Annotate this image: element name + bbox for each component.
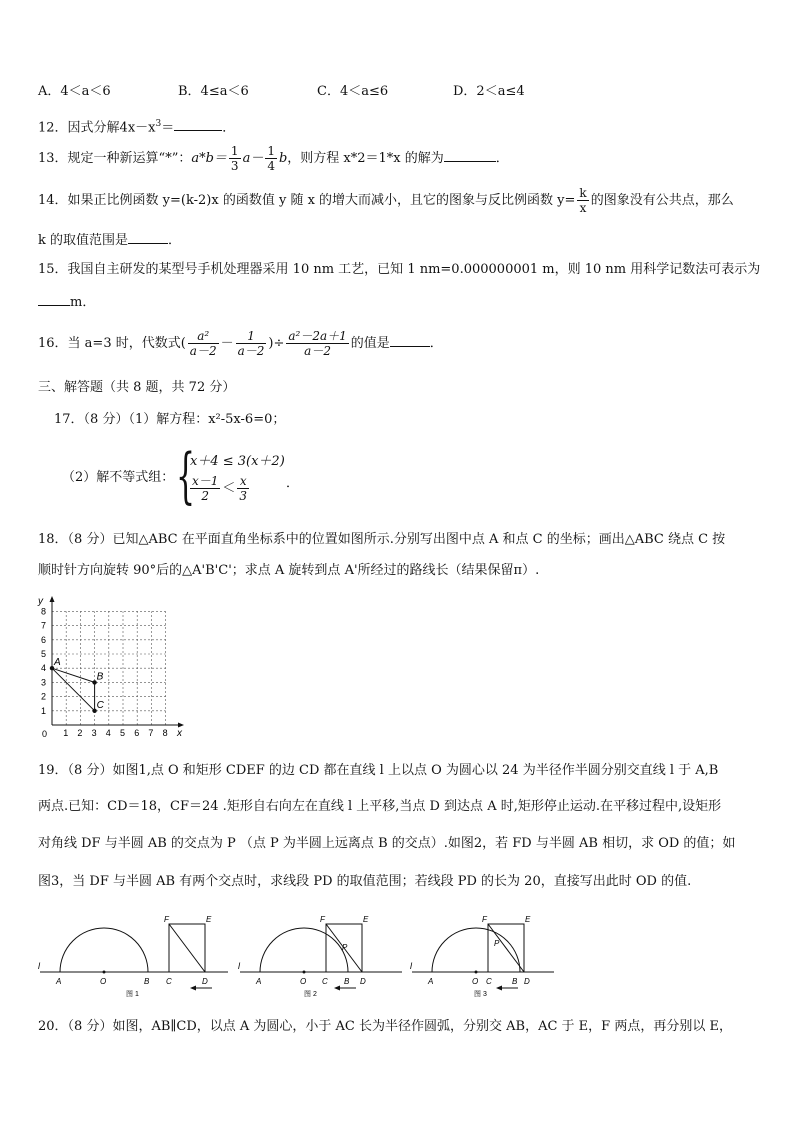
q17-ineq2-left	[190, 474, 220, 503]
q17-inequality-system	[176, 441, 296, 514]
q16-answer-blank[interactable]	[390, 334, 430, 347]
y-axis-arrow-icon	[50, 596, 55, 602]
y-tick-label: 6	[41, 634, 47, 645]
label-a: A	[256, 977, 262, 986]
point-o	[303, 971, 306, 974]
point-o	[103, 971, 106, 974]
q19-line-1: 19．（8 分）如图1,点 O 和矩形 CDEF 的边 CD 都在直线 l 上以点 O 为圆心以 24 为半径作半圆分别交直线 l 于 A,B	[38, 763, 719, 778]
q13-fraction-2	[265, 144, 277, 173]
figure-caption: 图 1	[126, 991, 139, 998]
y-tick-label: 1	[41, 705, 47, 716]
label-e: E	[363, 915, 369, 924]
q13	[38, 144, 509, 174]
label-c: C	[166, 977, 172, 986]
x-axis-label: x	[177, 728, 182, 739]
q12-exponent: 3	[155, 119, 162, 129]
q16-f1-den: a－2	[189, 344, 217, 358]
y-axis-label: y	[38, 596, 43, 607]
vertex-label-b: B	[96, 671, 104, 683]
brace-icon: {	[176, 441, 196, 511]
q17-ineq-1: x＋4 ≤ 3(x＋2)	[190, 454, 285, 469]
label-b: B	[512, 977, 518, 986]
label-l: l	[238, 961, 240, 971]
label-o: O	[472, 977, 479, 986]
q12	[38, 116, 235, 136]
q13-prefix: 13．规定一种新运算“*”：	[38, 151, 192, 166]
q16-minus: －	[220, 336, 234, 351]
q14-text-a: 14．如果正比例函数 y=(k-2)x 的函数值 y 随 x 的增大而减小，且它的图象与反比例函数 y=	[38, 193, 576, 208]
q17-ineq-2	[188, 474, 251, 503]
q16-f3-den: a－2	[304, 344, 331, 358]
label-d: D	[202, 977, 208, 986]
y-tick-label: 7	[41, 620, 47, 631]
q11-option-c: C．4＜a≤6	[317, 84, 389, 99]
q16-fraction-3	[286, 329, 348, 358]
q17-part-2: （2）解不等式组：	[62, 470, 175, 485]
q17-ineq2-right-num: x	[237, 474, 249, 489]
q16-fraction-2	[236, 329, 267, 358]
label-l: l	[410, 961, 412, 971]
q16-f2-den: a－2	[237, 344, 265, 358]
q13-f1-den: 3	[230, 159, 239, 173]
q12-text: 12．因式分解4x－x	[38, 120, 156, 136]
q19-line-3: 对角线 DF 与半圆 AB 的交点为 P （点 P 为半圆上远离点 B 的交点）.如图2，若 FD 与半圆 AB 相切，求 OD 的值；如	[38, 836, 736, 851]
q14-line-1	[38, 186, 734, 216]
q17-ineq2-right-den: 3	[239, 489, 248, 503]
label-o: O	[100, 977, 107, 986]
q20-line-1: 20．（8 分）如图，AB∥CD，以点 A 为圆心，小于 AC 长为半径作圆弧，分别交 AB，AC 于 E，F 两点，再分别以 E，	[38, 1019, 732, 1034]
q11-option-b: B．4≤a＜6	[178, 84, 249, 99]
q14-frac-num: k	[579, 186, 587, 200]
origin-label: 0	[42, 729, 48, 739]
q16-end: ．	[429, 336, 443, 351]
q17-ineq2-right	[237, 474, 249, 503]
label-c: C	[486, 977, 492, 986]
x-tick-label: 1	[63, 728, 69, 738]
q16-fraction-1	[188, 329, 219, 358]
q15-unit: m．	[70, 295, 96, 310]
figure-caption: 图 3	[474, 991, 487, 998]
q11-option-d: D．2＜a≤4	[453, 84, 525, 99]
figure-1	[36, 900, 232, 1004]
q16-div: )÷	[268, 336, 285, 351]
q16-f1-num: a²	[188, 329, 219, 344]
q13-f2-num: 1	[267, 144, 275, 158]
q11-option-a: A．4＜a＜6	[38, 84, 111, 99]
q17-ineq2-left-den: 2	[201, 489, 210, 503]
q13-f1-num: 1	[230, 144, 239, 158]
semicircle	[60, 928, 148, 972]
left-arrow-icon	[334, 986, 340, 991]
label-o: O	[300, 977, 307, 986]
q17-lt: ＜	[222, 481, 236, 496]
diagonal-df	[488, 924, 524, 972]
vertex-label-a: A	[54, 657, 61, 669]
section-heading: 三、解答题（共 8 题，共 72 分）	[38, 380, 236, 395]
y-tick-label: 5	[41, 649, 47, 659]
q18-line-2: 顺时针方向旋转 90°后的△A'B'C'；求点 A 旋转到点 A'所经过的路线长（结果保留π）.	[38, 563, 540, 578]
q12-equals: ＝	[161, 120, 175, 136]
q14-frac-den: x	[579, 201, 587, 215]
label-p: P	[342, 943, 348, 952]
q14-text-c: k 的取值范围是	[38, 233, 129, 248]
q15-line-2	[38, 293, 95, 311]
point-o	[475, 971, 478, 974]
q13-mid: a－	[242, 151, 264, 166]
q16-f2-num: 1	[236, 329, 267, 344]
label-e: E	[525, 915, 531, 924]
label-f: F	[320, 915, 325, 924]
label-f: F	[482, 915, 487, 924]
x-tick-label: 7	[148, 728, 154, 738]
q14-fraction	[577, 186, 588, 215]
q18-line-1: 18．（8 分）已知△ABC 在平面直角坐标系中的位置如图所示.分别写出图中点 A 和点 C 的坐标；画出△ABC 绕点 C 按	[38, 532, 726, 547]
coordinate-grid-figure	[30, 592, 190, 744]
figure-2	[236, 900, 406, 1004]
x-tick-labels	[63, 728, 167, 738]
x-tick-label: 4	[105, 728, 111, 738]
y-tick-label: 3	[41, 677, 47, 688]
figure-caption: 图 2	[304, 991, 317, 998]
triangle-abc	[52, 668, 95, 711]
x-tick-label: 2	[77, 728, 83, 738]
label-a: A	[56, 977, 62, 986]
q13-end: ．	[495, 151, 509, 166]
semicircle	[260, 928, 348, 972]
q17-end: ．	[286, 476, 300, 491]
q16-f3-num: a²－2a＋1	[288, 329, 347, 343]
x-tick-label: 8	[162, 728, 168, 738]
label-d: D	[360, 977, 366, 986]
y-tick-label: 4	[41, 663, 47, 674]
q14-end: ．	[168, 233, 182, 248]
semicircle	[432, 928, 520, 972]
x-axis-arrow-icon	[178, 723, 184, 728]
y-tick-label: 2	[41, 691, 47, 702]
y-tick-labels	[41, 606, 46, 715]
x-tick-label: 5	[120, 728, 126, 738]
label-p: P	[494, 939, 500, 948]
q16-prefix: 16．当 a=3 时，代数式(	[38, 336, 186, 351]
label-c: C	[322, 977, 328, 986]
q13-f2-den: 4	[267, 159, 275, 173]
x-tick-label: 3	[91, 728, 97, 738]
label-d: D	[524, 977, 530, 986]
left-arrow-icon	[190, 986, 196, 991]
x-tick-label: 6	[134, 728, 140, 738]
grid-lines	[52, 611, 166, 725]
q14-line-2	[38, 231, 181, 249]
q14-answer-blank[interactable]	[128, 231, 168, 244]
vertex-label-c: C	[96, 699, 104, 711]
label-a: A	[428, 977, 434, 986]
diagonal-df	[169, 924, 205, 972]
label-l: l	[38, 961, 40, 971]
q13-var: b	[278, 151, 288, 166]
q12-end: ．	[222, 120, 236, 136]
q12-answer-blank[interactable]	[174, 118, 222, 131]
q19-line-4: 图3，当 DF 与半圆 AB 有两个交点时，求线段 PD 的取值范围；若线段 PD 的长为 20，直接写出此时 OD 的值.	[38, 874, 692, 889]
triangle-vertices	[50, 657, 105, 713]
q13-answer-blank[interactable]	[444, 149, 496, 162]
q14-text-b: 的图象没有公共点，那么	[590, 193, 734, 208]
figure-3	[408, 900, 558, 1004]
q16	[38, 326, 443, 362]
q13-fraction-1	[229, 144, 241, 173]
q17-ineq2-left-num: x－1	[192, 474, 219, 488]
q15-line-1: 15．我国自主研发的某型号手机处理器采用 10 nm 工艺，已知 1 nm=0.000000001 m，则 10 nm 用科学记数法可表示为	[38, 262, 761, 277]
q16-suffix: 的值是	[350, 336, 390, 351]
label-b: B	[344, 977, 350, 986]
label-f: F	[164, 915, 169, 924]
label-b: B	[144, 977, 150, 986]
q15-answer-blank[interactable]	[38, 293, 70, 306]
q13-text: ，则方程 x*2＝1*x 的解为	[287, 151, 444, 166]
y-tick-label: 8	[41, 606, 47, 617]
q17-part-1: 17．（8 分）（1）解方程：x²-5x-6=0；	[54, 412, 286, 427]
left-arrow-icon	[496, 986, 502, 991]
q13-lhs: a*b＝	[191, 151, 227, 166]
label-e: E	[206, 915, 212, 924]
q19-line-2: 两点.已知：CD＝18，CF＝24 .矩形自右向左在直线 l 上平移,当点 D 到达点 A 时,矩形停止运动.在平移过程中,设矩形	[38, 799, 722, 814]
